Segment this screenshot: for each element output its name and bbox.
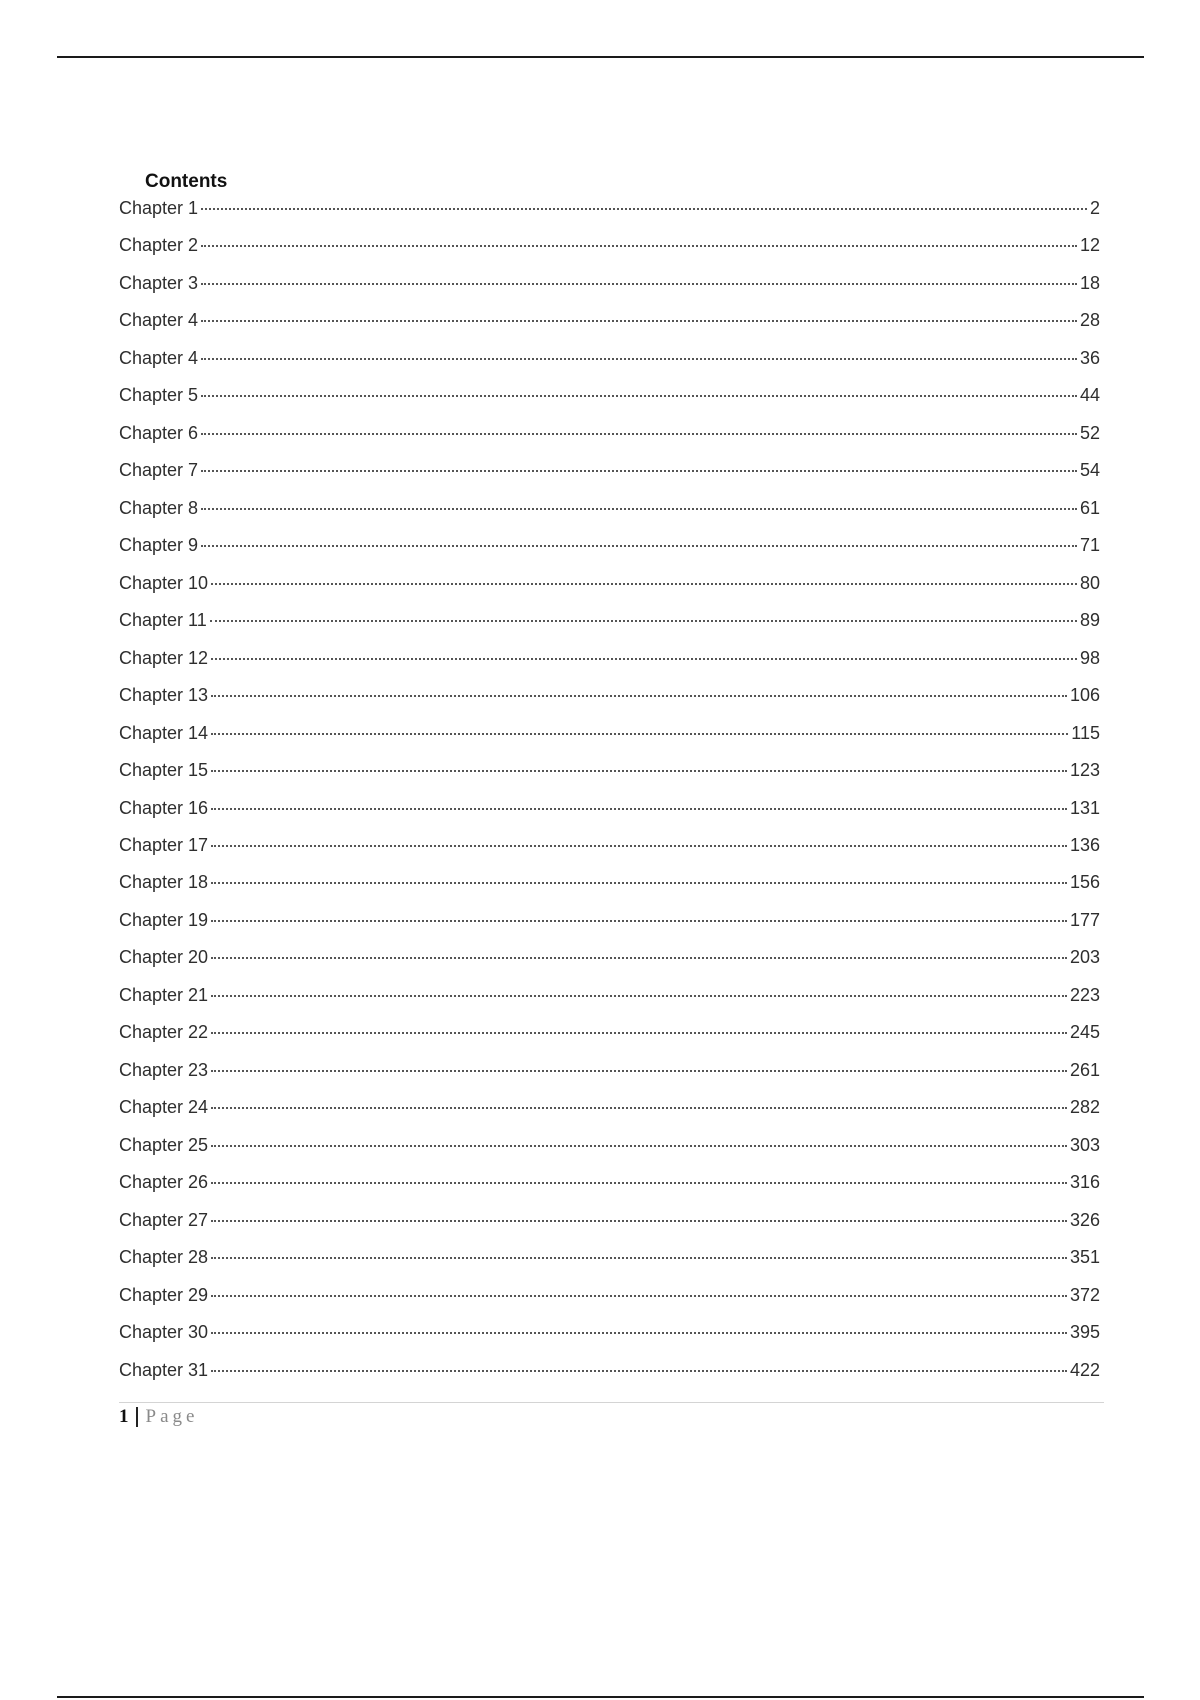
- toc-entry-page: 28: [1079, 310, 1100, 331]
- toc-entry-title: Chapter 4: [119, 310, 199, 331]
- toc-dot-leader: [211, 882, 1067, 884]
- toc-entry-page: 326: [1069, 1209, 1100, 1230]
- toc-entry-title: Chapter 12: [119, 647, 209, 668]
- toc-entry[interactable]: [119, 760, 1100, 797]
- toc-entry-title: Chapter 17: [119, 834, 209, 855]
- toc-dot-leader: [211, 845, 1067, 847]
- toc-entry[interactable]: [119, 1285, 1100, 1322]
- toc-entry[interactable]: [119, 947, 1100, 984]
- toc-dot-leader: [201, 470, 1077, 472]
- toc-entry-title: Chapter 22: [119, 1022, 209, 1043]
- toc-entry[interactable]: [119, 1060, 1100, 1097]
- toc-entry-title: Chapter 3: [119, 272, 199, 293]
- toc-entry[interactable]: [119, 872, 1100, 909]
- toc-dot-leader: [211, 1107, 1067, 1109]
- toc-entry-page: 245: [1069, 1022, 1100, 1043]
- toc-entry[interactable]: [119, 535, 1100, 572]
- toc-entry[interactable]: [119, 685, 1100, 722]
- toc-entry-page: 422: [1069, 1359, 1100, 1380]
- toc-dot-leader: [201, 320, 1077, 322]
- toc-dot-leader: [201, 358, 1077, 360]
- toc-dot-leader: [211, 1032, 1067, 1034]
- footer-separator: [136, 1407, 138, 1427]
- toc-entry-title: Chapter 29: [119, 1284, 209, 1305]
- toc-entry[interactable]: [119, 573, 1100, 610]
- toc-entry-title: Chapter 8: [119, 497, 199, 518]
- toc-entry-page: 61: [1079, 497, 1100, 518]
- toc-dot-leader: [211, 1257, 1067, 1259]
- toc-entry-title: Chapter 7: [119, 460, 199, 481]
- toc-entry-page: 2: [1089, 198, 1100, 218]
- toc-entry-title: Chapter 13: [119, 685, 209, 706]
- toc-entry-title: Chapter 16: [119, 797, 209, 818]
- toc-dot-leader: [211, 583, 1077, 585]
- toc-entry-title: Chapter 9: [119, 535, 199, 556]
- toc-entry-title: Chapter 1: [119, 198, 199, 218]
- toc-entry-title: Chapter 6: [119, 422, 199, 443]
- toc-dot-leader: [211, 920, 1067, 922]
- toc-entry[interactable]: [119, 273, 1100, 310]
- toc-entry-page: 52: [1079, 422, 1100, 443]
- toc-entry-page: 44: [1079, 385, 1100, 406]
- toc-dot-leader: [211, 733, 1068, 735]
- toc-entry-title: Chapter 19: [119, 909, 209, 930]
- toc-entry[interactable]: [119, 835, 1100, 872]
- toc-entry[interactable]: [119, 423, 1100, 460]
- toc-dot-leader: [211, 695, 1067, 697]
- toc-entry-page: 18: [1079, 272, 1100, 293]
- toc-entry-title: Chapter 2: [119, 235, 199, 256]
- toc-entry[interactable]: [119, 310, 1100, 347]
- toc-dot-leader: [211, 1220, 1067, 1222]
- toc-entry-page: 395: [1069, 1322, 1100, 1343]
- toc-entry-page: 282: [1069, 1097, 1100, 1118]
- toc-dot-leader: [211, 808, 1067, 810]
- toc-entry-title: Chapter 24: [119, 1097, 209, 1118]
- toc-entry[interactable]: [119, 1247, 1100, 1284]
- toc-entry-page: 36: [1079, 347, 1100, 368]
- toc-entry[interactable]: [119, 1097, 1100, 1134]
- toc-entry-page: 351: [1069, 1247, 1100, 1268]
- toc-entry-page: 303: [1069, 1134, 1100, 1155]
- table-of-contents: [119, 198, 1100, 1397]
- toc-entry-page: 89: [1079, 610, 1100, 631]
- toc-dot-leader: [201, 508, 1077, 510]
- toc-entry[interactable]: [119, 198, 1100, 235]
- toc-dot-leader: [211, 1182, 1067, 1184]
- toc-dot-leader: [211, 658, 1077, 660]
- toc-entry[interactable]: [119, 1210, 1100, 1247]
- toc-entry[interactable]: [119, 348, 1100, 385]
- toc-entry-page: 131: [1069, 797, 1100, 818]
- toc-entry-title: Chapter 26: [119, 1172, 209, 1193]
- toc-entry-title: Chapter 10: [119, 572, 209, 593]
- toc-entry[interactable]: [119, 460, 1100, 497]
- toc-heading: Contents: [145, 171, 228, 192]
- toc-entry[interactable]: [119, 798, 1100, 835]
- toc-entry-title: Chapter 20: [119, 947, 209, 968]
- toc-dot-leader: [211, 1070, 1067, 1072]
- toc-entry-page: 223: [1069, 984, 1100, 1005]
- bottom-rule: [57, 1696, 1144, 1698]
- footer-rule: [119, 1402, 1104, 1403]
- toc-dot-leader: [201, 245, 1077, 247]
- toc-entry[interactable]: [119, 1322, 1100, 1359]
- toc-dot-leader: [211, 1332, 1067, 1334]
- toc-entry-page: 54: [1079, 460, 1100, 481]
- footer-page-number: 1: [119, 1406, 129, 1427]
- toc-dot-leader: [211, 1370, 1067, 1372]
- page-footer: [119, 1406, 198, 1428]
- toc-entry[interactable]: [119, 235, 1100, 272]
- toc-entry[interactable]: [119, 985, 1100, 1022]
- toc-entry-title: Chapter 31: [119, 1359, 209, 1380]
- toc-entry[interactable]: [119, 1135, 1100, 1172]
- toc-entry-page: 12: [1079, 235, 1100, 256]
- toc-entry-title: Chapter 27: [119, 1209, 209, 1230]
- toc-entry-page: 203: [1069, 947, 1100, 968]
- toc-entry-page: 123: [1069, 760, 1100, 781]
- toc-entry[interactable]: [119, 648, 1100, 685]
- toc-dot-leader: [201, 545, 1077, 547]
- toc-entry[interactable]: [119, 723, 1100, 760]
- toc-entry-page: 156: [1069, 872, 1100, 893]
- toc-entry-page: 316: [1069, 1172, 1100, 1193]
- toc-entry[interactable]: [119, 910, 1100, 947]
- toc-dot-leader: [201, 283, 1077, 285]
- toc-entry-title: Chapter 30: [119, 1322, 209, 1343]
- toc-dot-leader: [211, 770, 1067, 772]
- toc-entry-title: Chapter 4: [119, 347, 199, 368]
- toc-dot-leader: [201, 433, 1077, 435]
- toc-entry-page: 106: [1069, 685, 1100, 706]
- toc-entry-page: 98: [1079, 647, 1100, 668]
- toc-entry-title: Chapter 23: [119, 1059, 209, 1080]
- toc-entry-title: Chapter 11: [119, 610, 207, 631]
- toc-dot-leader: [211, 1145, 1067, 1147]
- toc-dot-leader: [201, 208, 1087, 210]
- toc-entry-page: 261: [1069, 1059, 1100, 1080]
- toc-entry[interactable]: [119, 1360, 1100, 1397]
- toc-dot-leader: [211, 1295, 1067, 1297]
- toc-entry[interactable]: [119, 385, 1100, 422]
- toc-entry-page: 115: [1071, 722, 1100, 743]
- toc-entry[interactable]: [119, 1172, 1100, 1209]
- header-rule: [57, 56, 1144, 58]
- toc-entry-title: Chapter 21: [119, 984, 209, 1005]
- toc-entry-title: Chapter 5: [119, 385, 199, 406]
- toc-entry-title: Chapter 14: [119, 722, 209, 743]
- toc-entry[interactable]: [119, 498, 1100, 535]
- toc-entry[interactable]: [119, 610, 1100, 647]
- toc-entry-page: 80: [1079, 572, 1100, 593]
- toc-dot-leader: [201, 395, 1077, 397]
- toc-entry-page: 177: [1069, 909, 1100, 930]
- toc-entry-page: 136: [1069, 834, 1100, 855]
- toc-entry-title: Chapter 25: [119, 1134, 209, 1155]
- toc-entry[interactable]: [119, 1022, 1100, 1059]
- toc-entry-title: Chapter 15: [119, 760, 209, 781]
- toc-entry-title: Chapter 28: [119, 1247, 209, 1268]
- footer-page-label: Page: [145, 1406, 199, 1427]
- toc-entry-title: Chapter 18: [119, 872, 209, 893]
- toc-dot-leader: [210, 620, 1077, 622]
- toc-entry-page: 372: [1069, 1284, 1100, 1305]
- toc-entry-page: 71: [1079, 535, 1100, 556]
- toc-dot-leader: [211, 957, 1067, 959]
- toc-dot-leader: [211, 995, 1067, 997]
